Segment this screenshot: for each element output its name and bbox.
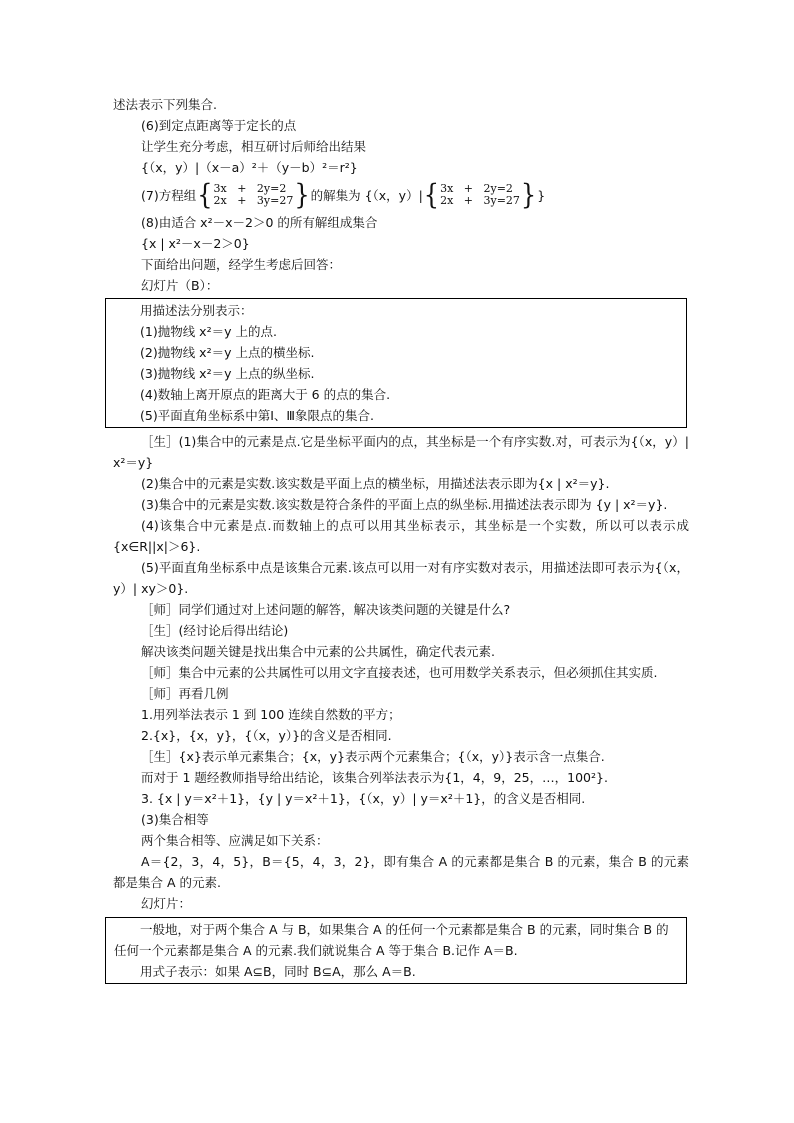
example-item: 1.用列举法表示 1 到 100 连续自然数的平方； bbox=[141, 707, 401, 722]
student-reply: ［生］{x}表示单元素集合；{x，y}表示两个元素集合；{（x，y）}表示含一点集合. bbox=[141, 749, 605, 764]
equation-system bbox=[214, 183, 294, 207]
paragraph: 而对于 1 题经教师指导给出结论，该集合列举法表示为{1，4，9，25，…，100²}. bbox=[141, 770, 608, 785]
box-line: (2)抛物线 x²＝y 上点的横坐标. bbox=[140, 345, 315, 360]
answers-section bbox=[113, 431, 689, 914]
equation-2: 2x + 3y=27 bbox=[440, 194, 520, 207]
box-line: (1)抛物线 x²＝y 上的点. bbox=[140, 324, 277, 339]
definition-formula: 用式子表示：如果 A⊆B，同时 B⊆A，那么 A＝B. bbox=[140, 964, 416, 979]
teacher-remark: ［师］再看几例 bbox=[141, 686, 229, 701]
slide-box-b bbox=[105, 298, 687, 428]
box-line: 用描述法分别表示： bbox=[140, 303, 253, 318]
formula-line: {x | x²－x－2＞0} bbox=[141, 236, 250, 251]
system-prefix: (7)方程组 bbox=[141, 187, 197, 203]
section-heading: (3)集合相等 bbox=[141, 812, 209, 827]
left-brace-glyph: { bbox=[197, 178, 213, 212]
box-line: (5)平面直角坐标系中第Ⅰ、Ⅲ象限点的集合. bbox=[140, 408, 374, 423]
document-body bbox=[113, 94, 689, 987]
teacher-question: ［师］同学们通过对上述问题的解答，解决该类问题的关键是什么? bbox=[141, 602, 511, 617]
paragraph: 下面给出问题，经学生考虑后回答： bbox=[141, 257, 342, 272]
right-brace-glyph: } bbox=[294, 178, 310, 212]
paragraph: 两个集合相等、应满足如下关系： bbox=[141, 833, 329, 848]
paragraph: (8)由适合 x²－x－2＞0 的所有解组成集合 bbox=[141, 215, 378, 230]
paragraph: A＝{2，3，4，5}，B＝{5，4，3，2}，即有集合 A 的元素都是集合 B 的元素，集合 B 的元素都是集合 A 的元素. bbox=[113, 854, 689, 890]
paragraph: 述法表示下列集合. bbox=[113, 97, 217, 112]
equation-1: 3x + 2y=2 bbox=[213, 182, 287, 195]
box-line: (3)抛物线 x²＝y 上点的纵坐标. bbox=[140, 366, 315, 381]
system-suffix: } bbox=[537, 187, 546, 203]
slide-box-definition bbox=[105, 917, 687, 984]
answer-paragraph: ［生］(1)集合中的元素是点.它是坐标平面内的点，其坐标是一个有序实数.对，可表示为{（x，y）| x²＝y} bbox=[113, 434, 689, 470]
answer-paragraph: (3)集合中的元素是实数.该实数是符合条件的平面上点的纵坐标.用描述法表示即为 {y | x²＝y}. bbox=[141, 497, 668, 512]
paragraph: 让学生充分考虑，相互研讨后师给出结果 bbox=[141, 139, 367, 154]
equation-1: 3x + 2y=2 bbox=[440, 182, 513, 195]
paragraph: (6)到定点距离等于定长的点 bbox=[141, 118, 297, 133]
student-reply: ［生］(经讨论后得出结论) bbox=[141, 623, 289, 638]
answer-paragraph: (2)集合中的元素是实数.该实数是平面上点的横坐标，用描述法表示即为{x | x²＝y}. bbox=[141, 476, 610, 491]
answer-paragraph: (5)平面直角坐标系中点是该集合元素.该点可以用一对有序实数对表示，用描述法即可表示为{（x，y）| xy＞0}. bbox=[113, 560, 689, 596]
teacher-remark: ［师］集合中元素的公共属性可以用文字直接表述，也可用数学关系表示，但必须抓住其实质. bbox=[141, 665, 658, 680]
example-item: 2.{x}，{x，y}，{（x，y）}的含义是否相同. bbox=[141, 728, 392, 743]
left-brace-glyph: { bbox=[423, 178, 440, 212]
equation-system bbox=[440, 183, 520, 207]
paragraph: 解决该类问题关键是找出集合中元素的公共属性，确定代表元素. bbox=[141, 644, 495, 659]
slide-label: 幻灯片： bbox=[141, 896, 192, 911]
equation-2: 2x + 3y=27 bbox=[213, 194, 294, 207]
answer-paragraph: (4)该集合中元素是点.而数轴上的点可以用其坐标表示，其坐标是一个实数，所以可以表示成{x∈R||x|＞6}. bbox=[113, 518, 689, 554]
system-mid: 的解集为 {（x，y）| bbox=[310, 187, 423, 203]
definition-paragraph: 一般地，对于两个集合 A 与 B，如果集合 A 的任何一个元素都是集合 B 的元素，同时集合 B 的任何一个元素都是集合 A 的元素.我们就说集合 A 等于集合 B.记作 A＝B. bbox=[114, 922, 669, 958]
right-brace-glyph: } bbox=[520, 178, 537, 212]
slide-label: 幻灯片（B）： bbox=[141, 278, 219, 293]
example-item: 3. {x | y＝x²＋1}，{y | y＝x²＋1}，{（x，y）| y＝x²＋1}，的含义是否相同. bbox=[141, 791, 586, 806]
formula-circle-set: {（x，y）|（x－a）²＋（y－b）²＝r²} bbox=[141, 160, 358, 175]
box-line: (4)数轴上离开原点的距离大于 6 的点的集合. bbox=[140, 387, 391, 402]
equation-system-line bbox=[113, 180, 689, 210]
